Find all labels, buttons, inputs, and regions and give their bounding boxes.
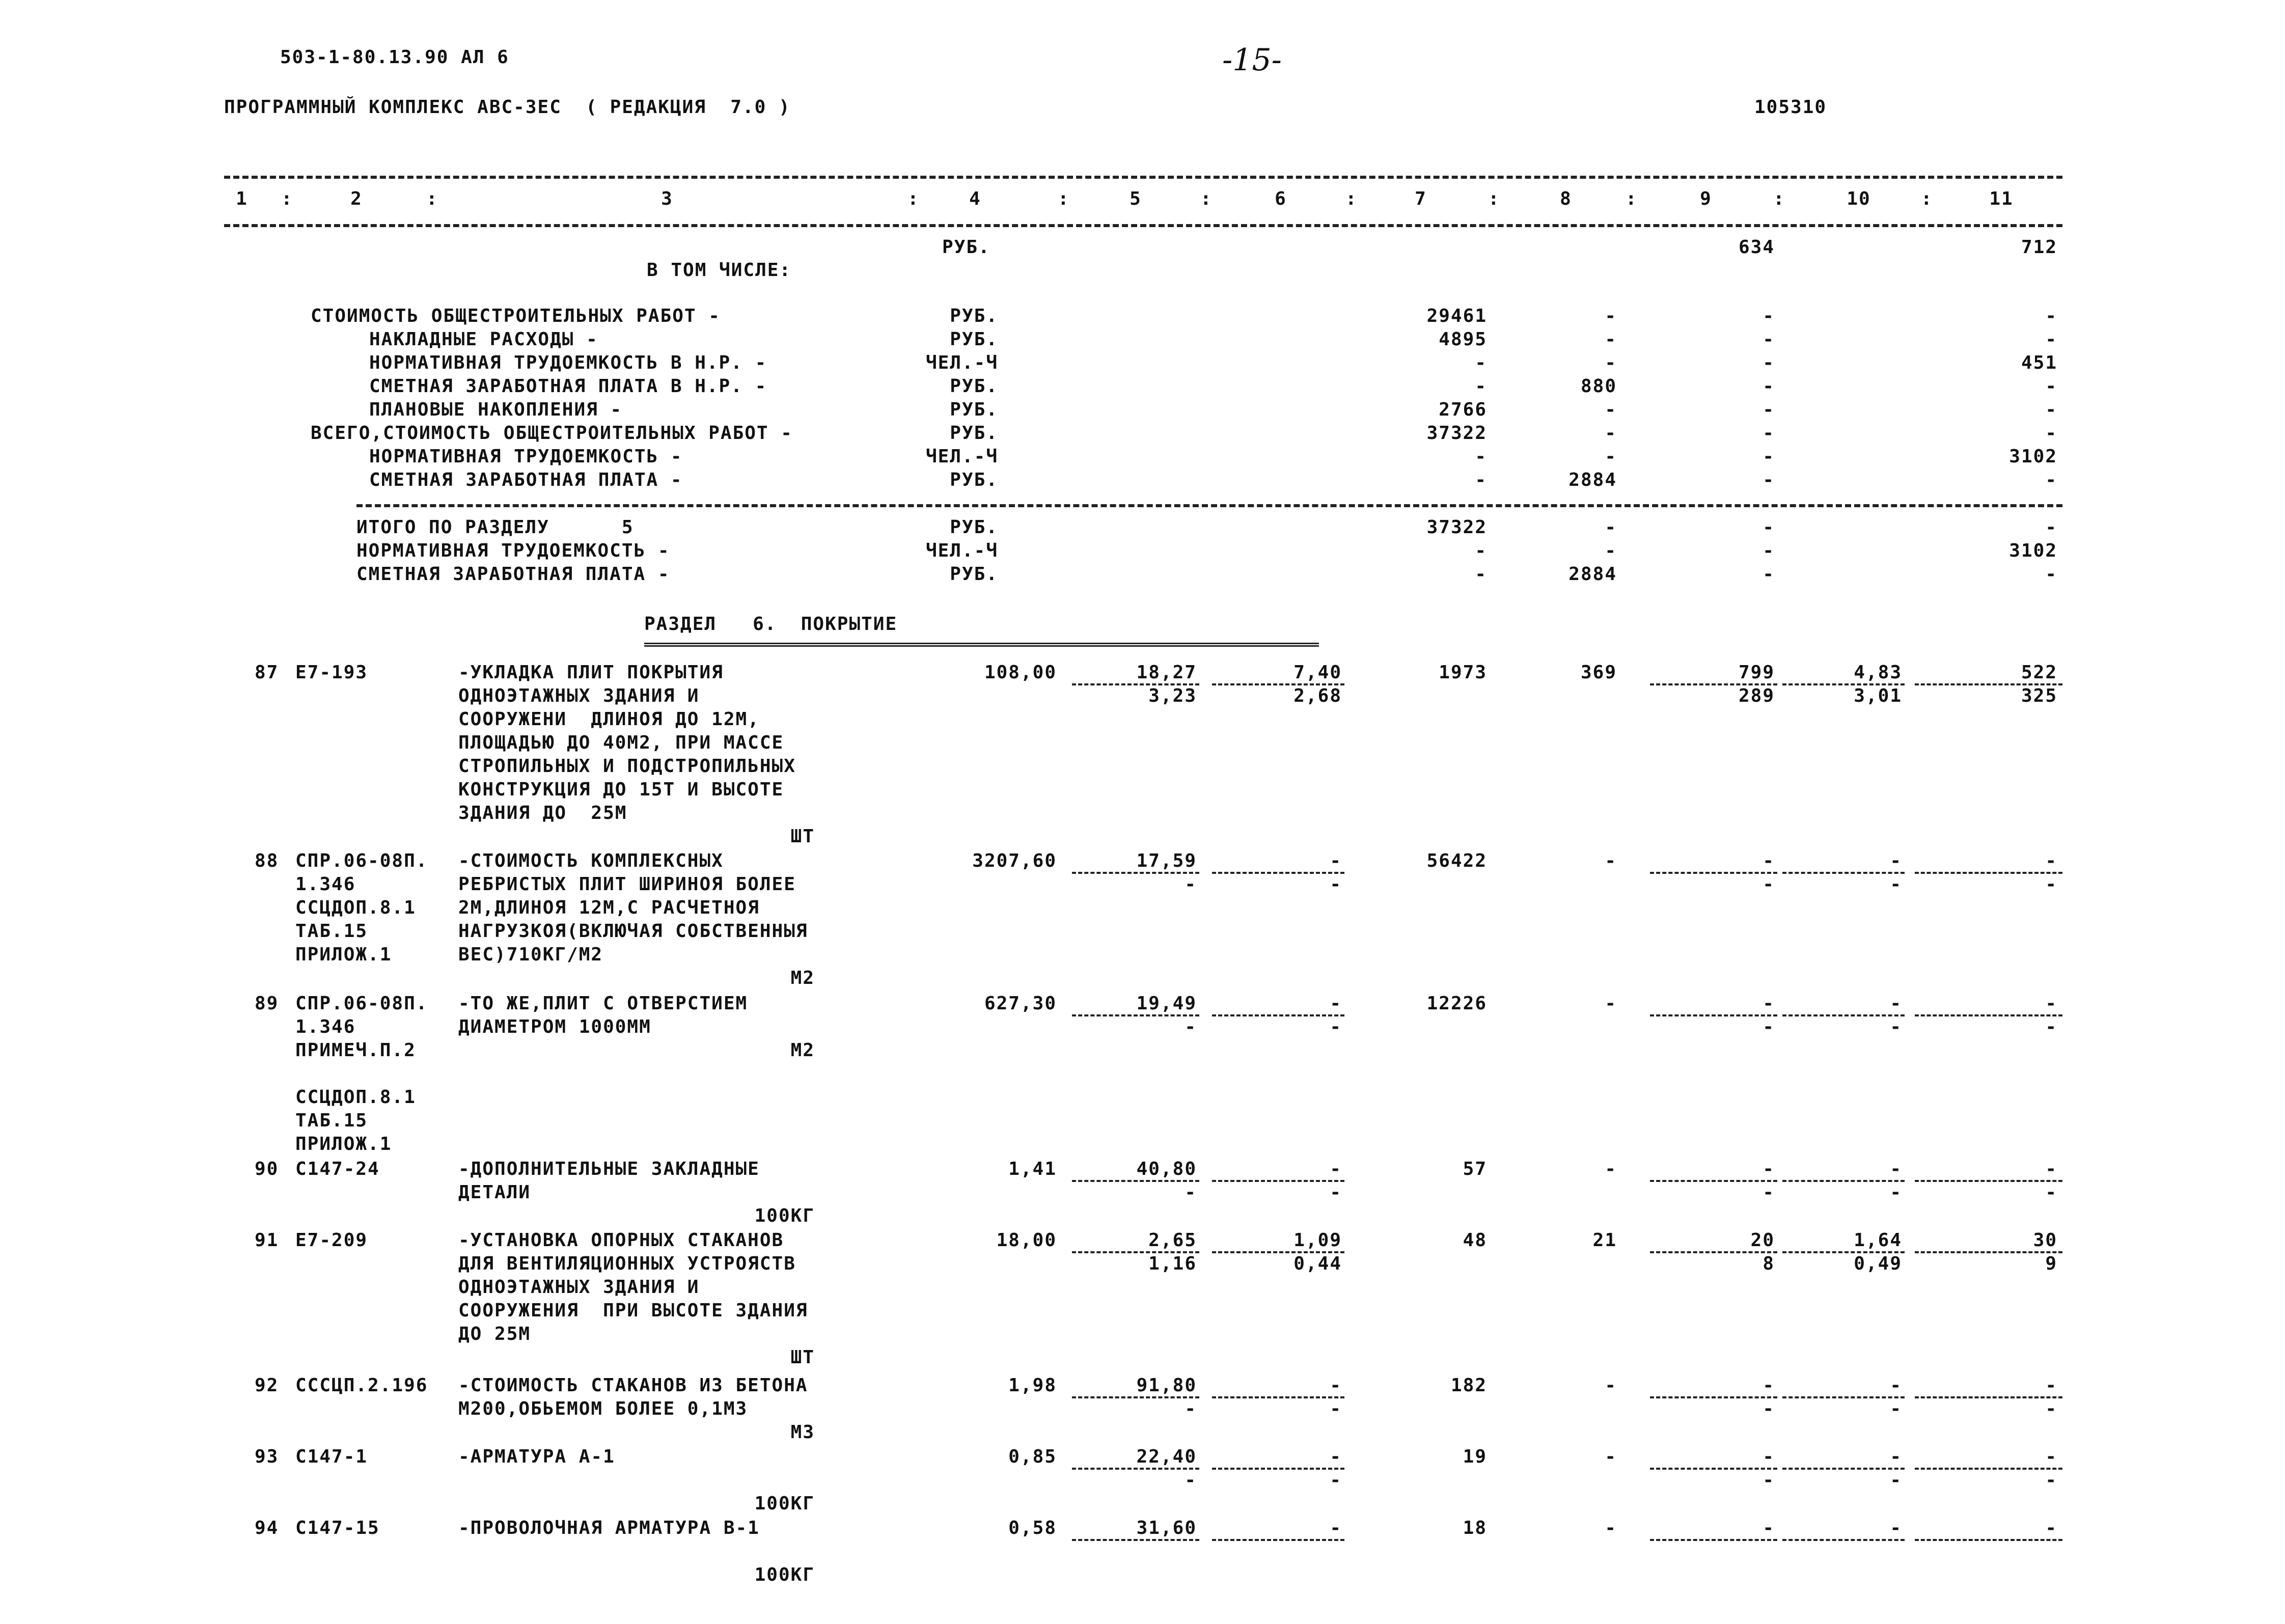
column-separator: : bbox=[1345, 188, 1358, 209]
total-c9: - bbox=[1763, 517, 1775, 538]
item-rule-c5 bbox=[1072, 1396, 1199, 1398]
column-separator: : bbox=[1921, 188, 1933, 209]
item-description: СООРУЖЕНИ ДЛИНОЯ ДО 12М, bbox=[458, 709, 760, 730]
item-rule-c11 bbox=[1915, 1251, 2062, 1253]
item-code: ПРИЛОЖ.1 bbox=[295, 944, 392, 965]
item-description: -АРМАТУРА А-1 bbox=[458, 1446, 615, 1467]
item-c8: - bbox=[1605, 1375, 1617, 1396]
item-rule-c11 bbox=[1915, 872, 2062, 874]
item-c10: 1,64 bbox=[1854, 1230, 1902, 1251]
column-number-9: 9 bbox=[1700, 188, 1712, 209]
summary-c11: 3102 bbox=[2009, 446, 2057, 467]
summary-label: НАКЛАДНЫЕ РАСХОДЫ - bbox=[369, 329, 598, 350]
item-description: КОНСТРУКЦИЯ ДО 15Т И ВЫСОТЕ bbox=[458, 779, 784, 800]
item-c6-sub: 0,44 bbox=[1293, 1253, 1342, 1274]
item-rule-c10 bbox=[1782, 1180, 1905, 1182]
item-c9-sub: - bbox=[1763, 1398, 1775, 1419]
item-rule-c9 bbox=[1650, 1468, 1777, 1470]
item-c11: - bbox=[2045, 1518, 2057, 1538]
item-unit: ШТ bbox=[790, 826, 815, 847]
header-rule-top bbox=[224, 176, 2062, 179]
item-c10: - bbox=[1890, 993, 1902, 1014]
item-description: -ПРОВОЛОЧНАЯ АРМАТУРА В-1 bbox=[458, 1518, 760, 1538]
item-c8: 21 bbox=[1592, 1230, 1617, 1251]
total-c11: - bbox=[2045, 564, 2057, 585]
item-c5: 91,80 bbox=[1136, 1375, 1197, 1396]
item-unit: ШТ bbox=[790, 1347, 815, 1368]
summary-c11: - bbox=[2045, 423, 2057, 444]
summary-unit: РУБ. bbox=[950, 399, 998, 420]
item-c10: - bbox=[1890, 850, 1902, 871]
item-c6-sub: - bbox=[1330, 1016, 1342, 1037]
item-c9-sub: - bbox=[1763, 1016, 1775, 1037]
item-code: СПР.06-08П. bbox=[295, 993, 428, 1014]
item-c7: 182 bbox=[1450, 1375, 1487, 1396]
item-c9: 20 bbox=[1750, 1230, 1775, 1251]
item-number: 92 bbox=[255, 1375, 279, 1396]
item-number: 94 bbox=[255, 1518, 279, 1538]
item-c10: - bbox=[1890, 1375, 1902, 1396]
page-number: -15- bbox=[1222, 42, 1282, 78]
item-c8: - bbox=[1605, 1446, 1617, 1467]
item-c6-sub: - bbox=[1330, 1182, 1342, 1203]
summary-c9: - bbox=[1763, 470, 1775, 490]
summary-c8: - bbox=[1605, 329, 1617, 350]
item-rule-c5 bbox=[1072, 1539, 1199, 1541]
item-code: С147-15 bbox=[295, 1518, 380, 1538]
item-quantity: 18,00 bbox=[996, 1230, 1057, 1251]
summary-c7: 37322 bbox=[1426, 423, 1487, 444]
item-c10-sub: - bbox=[1890, 874, 1902, 895]
summary-c11: - bbox=[2045, 399, 2057, 420]
summary-c9: - bbox=[1763, 352, 1775, 373]
summary-c8: 880 bbox=[1580, 376, 1617, 397]
item-rule-c11 bbox=[1915, 1014, 2062, 1016]
summary-label: ПЛАНОВЫЕ НАКОПЛЕНИЯ - bbox=[369, 399, 623, 420]
item-code: Е7-209 bbox=[295, 1230, 368, 1251]
column-number-8: 8 bbox=[1560, 188, 1572, 209]
item-c9: - bbox=[1763, 850, 1775, 871]
item-number: 90 bbox=[255, 1159, 279, 1179]
item-description: -УСТАНОВКА ОПОРНЫХ СТАКАНОВ bbox=[458, 1230, 784, 1251]
item-c5-sub: - bbox=[1185, 874, 1197, 895]
item-code: ССЦДОП.8.1 bbox=[295, 897, 416, 918]
item-code: ПРИЛОЖ.1 bbox=[295, 1134, 392, 1154]
item-rule-c11 bbox=[1915, 1180, 2062, 1182]
summary-c11: 451 bbox=[2021, 352, 2057, 373]
carry-c11: 712 bbox=[2021, 237, 2057, 258]
item-c11-sub: - bbox=[2045, 1398, 2057, 1419]
item-description: -УКЛАДКА ПЛИТ ПОКРЫТИЯ bbox=[458, 662, 724, 683]
item-c9: - bbox=[1763, 993, 1775, 1014]
column-separator: : bbox=[281, 188, 293, 209]
summary-unit: РУБ. bbox=[950, 376, 998, 397]
item-description: -ТО ЖЕ,ПЛИТ С ОТВЕРСТИЕМ bbox=[458, 993, 748, 1014]
item-c6: - bbox=[1330, 1446, 1342, 1467]
item-code: ТАБ.15 bbox=[295, 1110, 368, 1131]
item-rule-c10 bbox=[1782, 872, 1905, 874]
item-c10-sub: 0,49 bbox=[1854, 1253, 1902, 1274]
item-quantity: 108,00 bbox=[984, 662, 1057, 683]
item-c6-sub: - bbox=[1330, 874, 1342, 895]
item-rule-c11 bbox=[1915, 1396, 2062, 1398]
total-label: ИТОГО ПО РАЗДЕЛУ 5 bbox=[356, 517, 634, 538]
summary-unit: РУБ. bbox=[950, 470, 998, 490]
item-unit: М2 bbox=[790, 968, 815, 988]
summary-c9: - bbox=[1763, 423, 1775, 444]
item-c11: - bbox=[2045, 1375, 2057, 1396]
item-description: СООРУЖЕНИЯ ПРИ ВЫСОТЕ ЗДАНИЯ bbox=[458, 1300, 808, 1321]
item-description: ВЕС)710КГ/М2 bbox=[458, 944, 603, 965]
item-c6-sub: - bbox=[1330, 1470, 1342, 1491]
item-rule-c6 bbox=[1212, 1468, 1344, 1470]
item-description: ДО 25М bbox=[458, 1324, 531, 1344]
item-c10: - bbox=[1890, 1518, 1902, 1538]
item-c11: 522 bbox=[2021, 662, 2057, 683]
item-rule-c10 bbox=[1782, 1539, 1905, 1541]
total-c9: - bbox=[1763, 540, 1775, 561]
item-code: СПР.06-08П. bbox=[295, 850, 428, 871]
item-number: 88 bbox=[255, 850, 279, 871]
item-unit: 100КГ bbox=[754, 1493, 815, 1514]
summary-unit: ЧЕЛ.-Ч bbox=[925, 352, 998, 373]
item-c6-sub: - bbox=[1330, 1398, 1342, 1419]
column-number-5: 5 bbox=[1130, 188, 1142, 209]
item-rule-c9 bbox=[1650, 872, 1777, 874]
item-description: ОДНОЭТАЖНЫХ ЗДАНИЯ И bbox=[458, 1277, 700, 1298]
item-c9: 799 bbox=[1738, 662, 1775, 683]
including-title: В ТОМ ЧИСЛЕ: bbox=[647, 260, 792, 281]
item-c9-sub: - bbox=[1763, 1470, 1775, 1491]
item-number: 91 bbox=[255, 1230, 279, 1251]
item-c10-sub: - bbox=[1890, 1016, 1902, 1037]
item-rule-c10 bbox=[1782, 1014, 1905, 1016]
item-c6-sub: 2,68 bbox=[1293, 685, 1342, 706]
total-unit: РУБ. bbox=[950, 564, 998, 585]
column-number-6: 6 bbox=[1275, 188, 1287, 209]
column-number-11: 11 bbox=[1989, 188, 2014, 209]
item-description: -СТОИМОСТЬ КОМПЛЕКСНЫХ bbox=[458, 850, 724, 871]
carry-unit: РУБ. bbox=[942, 237, 990, 258]
column-separator: : bbox=[907, 188, 920, 209]
summary-c9: - bbox=[1763, 376, 1775, 397]
item-description: ОДНОЭТАЖНЫХ ЗДАНИЯ И bbox=[458, 685, 700, 706]
item-description: РЕБРИСТЫХ ПЛИТ ШИРИНОЯ БОЛЕЕ bbox=[458, 874, 796, 895]
item-unit: М3 bbox=[790, 1422, 815, 1443]
summary-label: НОРМАТИВНАЯ ТРУДОЕМКОСТЬ - bbox=[369, 446, 683, 467]
item-code: 1.346 bbox=[295, 874, 356, 895]
sheet-id: 105310 bbox=[1754, 97, 1827, 118]
item-number: 89 bbox=[255, 993, 279, 1014]
item-c5: 18,27 bbox=[1136, 662, 1197, 683]
summary-label: СТОИМОСТЬ ОБЩЕСТРОИТЕЛЬНЫХ РАБОТ - bbox=[311, 306, 721, 326]
summary-unit: РУБ. bbox=[950, 306, 998, 326]
item-c5: 2,65 bbox=[1148, 1230, 1197, 1251]
item-c9-sub: - bbox=[1763, 1182, 1775, 1203]
item-c9-sub: 8 bbox=[1763, 1253, 1775, 1274]
summary-rule bbox=[356, 504, 2062, 507]
item-number: 93 bbox=[255, 1446, 279, 1467]
item-number: 87 bbox=[255, 662, 279, 683]
item-description: НАГРУЗКОЯ(ВКЛЮЧАЯ СОБСТВЕННЫЯ bbox=[458, 921, 808, 942]
item-c5: 31,60 bbox=[1136, 1518, 1197, 1538]
item-description: 2М,ДЛИНОЯ 12М,С РАСЧЕТНОЯ bbox=[458, 897, 760, 918]
summary-c9: - bbox=[1763, 329, 1775, 350]
item-c6: - bbox=[1330, 850, 1342, 871]
summary-label: СМЕТНАЯ ЗАРАБОТНАЯ ПЛАТА - bbox=[369, 470, 683, 490]
summary-c7: - bbox=[1475, 352, 1487, 373]
item-c11: - bbox=[2045, 1159, 2057, 1179]
item-unit: 100КГ bbox=[754, 1564, 815, 1585]
item-code: Е7-193 bbox=[295, 662, 368, 683]
total-label: СМЕТНАЯ ЗАРАБОТНАЯ ПЛАТА - bbox=[356, 564, 670, 585]
total-c7: 37322 bbox=[1426, 517, 1487, 538]
item-c5: 19,49 bbox=[1136, 993, 1197, 1014]
column-number-7: 7 bbox=[1415, 188, 1427, 209]
item-c11-sub: - bbox=[2045, 874, 2057, 895]
item-c11-sub: - bbox=[2045, 1182, 2057, 1203]
item-description: -СТОИМОСТЬ СТАКАНОВ ИЗ БЕТОНА bbox=[458, 1375, 808, 1396]
summary-c7: - bbox=[1475, 376, 1487, 397]
summary-label: СМЕТНАЯ ЗАРАБОТНАЯ ПЛАТА В Н.Р. - bbox=[369, 376, 767, 397]
item-code: СССЦП.2.196 bbox=[295, 1375, 428, 1396]
column-separator: : bbox=[1773, 188, 1785, 209]
item-c10: - bbox=[1890, 1159, 1902, 1179]
item-c8: - bbox=[1605, 1518, 1617, 1538]
item-c8: 369 bbox=[1580, 662, 1617, 683]
summary-c9: - bbox=[1763, 306, 1775, 326]
column-number-1: 1 bbox=[236, 188, 248, 209]
item-c9-sub: 289 bbox=[1738, 685, 1775, 706]
column-separator: : bbox=[1058, 188, 1070, 209]
item-quantity: 1,41 bbox=[1008, 1159, 1057, 1179]
header-rule-bottom bbox=[224, 224, 2062, 227]
item-description: М200,ОБЬЕМОМ БОЛЕЕ 0,1М3 bbox=[458, 1398, 748, 1419]
item-description: ДЕТАЛИ bbox=[458, 1182, 531, 1203]
summary-unit: РУБ. bbox=[950, 423, 998, 444]
item-c10-sub: 3,01 bbox=[1854, 685, 1902, 706]
item-rule-c5 bbox=[1072, 1014, 1199, 1016]
item-c7: 12226 bbox=[1426, 993, 1487, 1014]
item-description: ДЛЯ ВЕНТИЛЯЦИОННЫХ УСТРОЯСТВ bbox=[458, 1253, 796, 1274]
item-rule-c5 bbox=[1072, 1180, 1199, 1182]
summary-c8: 2884 bbox=[1568, 470, 1617, 490]
item-c10-sub: - bbox=[1890, 1182, 1902, 1203]
item-c7: 1973 bbox=[1439, 662, 1487, 683]
item-c11: - bbox=[2045, 850, 2057, 871]
item-rule-c6 bbox=[1212, 1539, 1344, 1541]
item-c6: - bbox=[1330, 1159, 1342, 1179]
total-c8: - bbox=[1605, 517, 1617, 538]
summary-c8: - bbox=[1605, 399, 1617, 420]
item-c9: - bbox=[1763, 1518, 1775, 1538]
item-c11-sub: 9 bbox=[2045, 1253, 2057, 1274]
item-c7: 18 bbox=[1463, 1518, 1487, 1538]
item-c11-sub: - bbox=[2045, 1470, 2057, 1491]
column-number-2: 2 bbox=[350, 188, 363, 209]
item-c10: - bbox=[1890, 1446, 1902, 1467]
summary-c11: - bbox=[2045, 329, 2057, 350]
item-c7: 19 bbox=[1463, 1446, 1487, 1467]
item-rule-c9 bbox=[1650, 1180, 1777, 1182]
item-c11-sub: - bbox=[2045, 1016, 2057, 1037]
item-quantity: 1,98 bbox=[1008, 1375, 1057, 1396]
item-description: СТРОПИЛЬНЫХ И ПОДСТРОПИЛЬНЫХ bbox=[458, 756, 796, 777]
total-c11: 3102 bbox=[2009, 540, 2057, 561]
summary-c7: 4895 bbox=[1439, 329, 1487, 350]
item-c9: - bbox=[1763, 1446, 1775, 1467]
item-c6: 7,40 bbox=[1293, 662, 1342, 683]
item-quantity: 3207,60 bbox=[972, 850, 1057, 871]
total-c7: - bbox=[1475, 540, 1487, 561]
item-rule-c6 bbox=[1212, 872, 1344, 874]
item-c6: 1,09 bbox=[1293, 1230, 1342, 1251]
item-code: 1.346 bbox=[295, 1016, 356, 1037]
total-c7: - bbox=[1475, 564, 1487, 585]
summary-c9: - bbox=[1763, 399, 1775, 420]
summary-c11: - bbox=[2045, 306, 2057, 326]
carry-c9: 634 bbox=[1738, 237, 1775, 258]
item-c5: 40,80 bbox=[1136, 1159, 1197, 1179]
section-title-underline bbox=[644, 643, 1319, 647]
summary-unit: РУБ. bbox=[950, 329, 998, 350]
item-c10-sub: - bbox=[1890, 1398, 1902, 1419]
summary-c8: - bbox=[1605, 306, 1617, 326]
item-description: ЗДАНИЯ ДО 25М bbox=[458, 803, 627, 823]
item-rule-c9 bbox=[1650, 1396, 1777, 1398]
total-c8: 2884 bbox=[1568, 564, 1617, 585]
total-label: НОРМАТИВНАЯ ТРУДОЕМКОСТЬ - bbox=[356, 540, 670, 561]
item-rule-c5 bbox=[1072, 872, 1199, 874]
item-code: ПРИМЕЧ.П.2 bbox=[295, 1040, 416, 1061]
item-c9: - bbox=[1763, 1159, 1775, 1179]
total-unit: ЧЕЛ.-Ч bbox=[925, 540, 998, 561]
item-c8: - bbox=[1605, 1159, 1617, 1179]
column-separator: : bbox=[426, 188, 438, 209]
item-c5: 17,59 bbox=[1136, 850, 1197, 871]
column-separator: : bbox=[1626, 188, 1638, 209]
item-c5-sub: - bbox=[1185, 1016, 1197, 1037]
item-rule-c6 bbox=[1212, 1396, 1344, 1398]
item-c9: - bbox=[1763, 1375, 1775, 1396]
item-rule-c10 bbox=[1782, 1468, 1905, 1470]
item-description: ДИАМЕТРОМ 1000ММ bbox=[458, 1016, 651, 1037]
item-code: С147-24 bbox=[295, 1159, 380, 1179]
item-c5-sub: 1,16 bbox=[1148, 1253, 1197, 1274]
summary-c11: - bbox=[2045, 470, 2057, 490]
item-code: С147-1 bbox=[295, 1446, 368, 1467]
item-rule-c9 bbox=[1650, 1251, 1777, 1253]
summary-c9: - bbox=[1763, 446, 1775, 467]
item-c11: - bbox=[2045, 993, 2057, 1014]
item-unit: 100КГ bbox=[754, 1205, 815, 1226]
item-c6: - bbox=[1330, 993, 1342, 1014]
column-separator: : bbox=[1200, 188, 1213, 209]
item-description: -ДОПОЛНИТЕЛЬНЫЕ ЗАКЛАДНЫЕ bbox=[458, 1159, 760, 1179]
summary-c8: - bbox=[1605, 352, 1617, 373]
item-c6: - bbox=[1330, 1518, 1342, 1538]
item-c10-sub: - bbox=[1890, 1470, 1902, 1491]
item-rule-c5 bbox=[1072, 1468, 1199, 1470]
summary-c8: - bbox=[1605, 446, 1617, 467]
item-c6: - bbox=[1330, 1375, 1342, 1396]
item-rule-c6 bbox=[1212, 1014, 1344, 1016]
total-c11: - bbox=[2045, 517, 2057, 538]
summary-c8: - bbox=[1605, 423, 1617, 444]
section-title: РАЗДЕЛ 6. ПОКРЫТИЕ bbox=[644, 614, 898, 635]
column-number-3: 3 bbox=[661, 188, 673, 209]
item-c11: - bbox=[2045, 1446, 2057, 1467]
item-rule-c10 bbox=[1782, 1396, 1905, 1398]
item-quantity: 0,58 bbox=[1008, 1518, 1057, 1538]
item-c5-sub: - bbox=[1185, 1470, 1197, 1491]
column-separator: : bbox=[1488, 188, 1500, 209]
item-c11-sub: 325 bbox=[2021, 685, 2057, 706]
item-description: ПЛОЩАДЬЮ ДО 40М2, ПРИ МАССЕ bbox=[458, 732, 784, 753]
item-rule-c9 bbox=[1650, 1014, 1777, 1016]
column-number-10: 10 bbox=[1847, 188, 1871, 209]
item-c10: 4,83 bbox=[1854, 662, 1902, 683]
item-rule-c11 bbox=[1915, 1539, 2062, 1541]
item-c11: 30 bbox=[2033, 1230, 2057, 1251]
item-code: ССЦДОП.8.1 bbox=[295, 1087, 416, 1108]
item-quantity: 0,85 bbox=[1008, 1446, 1057, 1467]
item-rule-c6 bbox=[1212, 1180, 1344, 1182]
item-c7: 48 bbox=[1463, 1230, 1487, 1251]
item-rule-c11 bbox=[1915, 1468, 2062, 1470]
summary-unit: ЧЕЛ.-Ч bbox=[925, 446, 998, 467]
item-c9-sub: - bbox=[1763, 874, 1775, 895]
program-title: ПРОГРАММНЫЙ КОМПЛЕКС АВС-ЗЕС ( РЕДАКЦИЯ 7.0 ) bbox=[224, 97, 791, 118]
summary-c7: - bbox=[1475, 446, 1487, 467]
summary-label: НОРМАТИВНАЯ ТРУДОЕМКОСТЬ В Н.Р. - bbox=[369, 352, 767, 373]
item-rule-c9 bbox=[1650, 1539, 1777, 1541]
column-number-4: 4 bbox=[969, 188, 981, 209]
item-c5-sub: - bbox=[1185, 1398, 1197, 1419]
item-quantity: 627,30 bbox=[984, 993, 1057, 1014]
total-c9: - bbox=[1763, 564, 1775, 585]
item-code: ТАБ.15 bbox=[295, 921, 368, 942]
item-c8: - bbox=[1605, 850, 1617, 871]
item-c5: 22,40 bbox=[1136, 1446, 1197, 1467]
summary-c7: 2766 bbox=[1439, 399, 1487, 420]
item-c7: 57 bbox=[1463, 1159, 1487, 1179]
summary-c7: - bbox=[1475, 470, 1487, 490]
item-unit: М2 bbox=[790, 1040, 815, 1061]
item-c8: - bbox=[1605, 993, 1617, 1014]
doc-code: 503-1-80.13.90 АЛ 6 bbox=[280, 47, 509, 68]
summary-c7: 29461 bbox=[1426, 306, 1487, 326]
total-c8: - bbox=[1605, 540, 1617, 561]
summary-label: ВСЕГО,СТОИМОСТЬ ОБЩЕСТРОИТЕЛЬНЫХ РАБОТ - bbox=[311, 423, 793, 444]
item-c7: 56422 bbox=[1426, 850, 1487, 871]
summary-c11: - bbox=[2045, 376, 2057, 397]
item-c5-sub: 3,23 bbox=[1148, 685, 1197, 706]
total-unit: РУБ. bbox=[950, 517, 998, 538]
item-c5-sub: - bbox=[1185, 1182, 1197, 1203]
